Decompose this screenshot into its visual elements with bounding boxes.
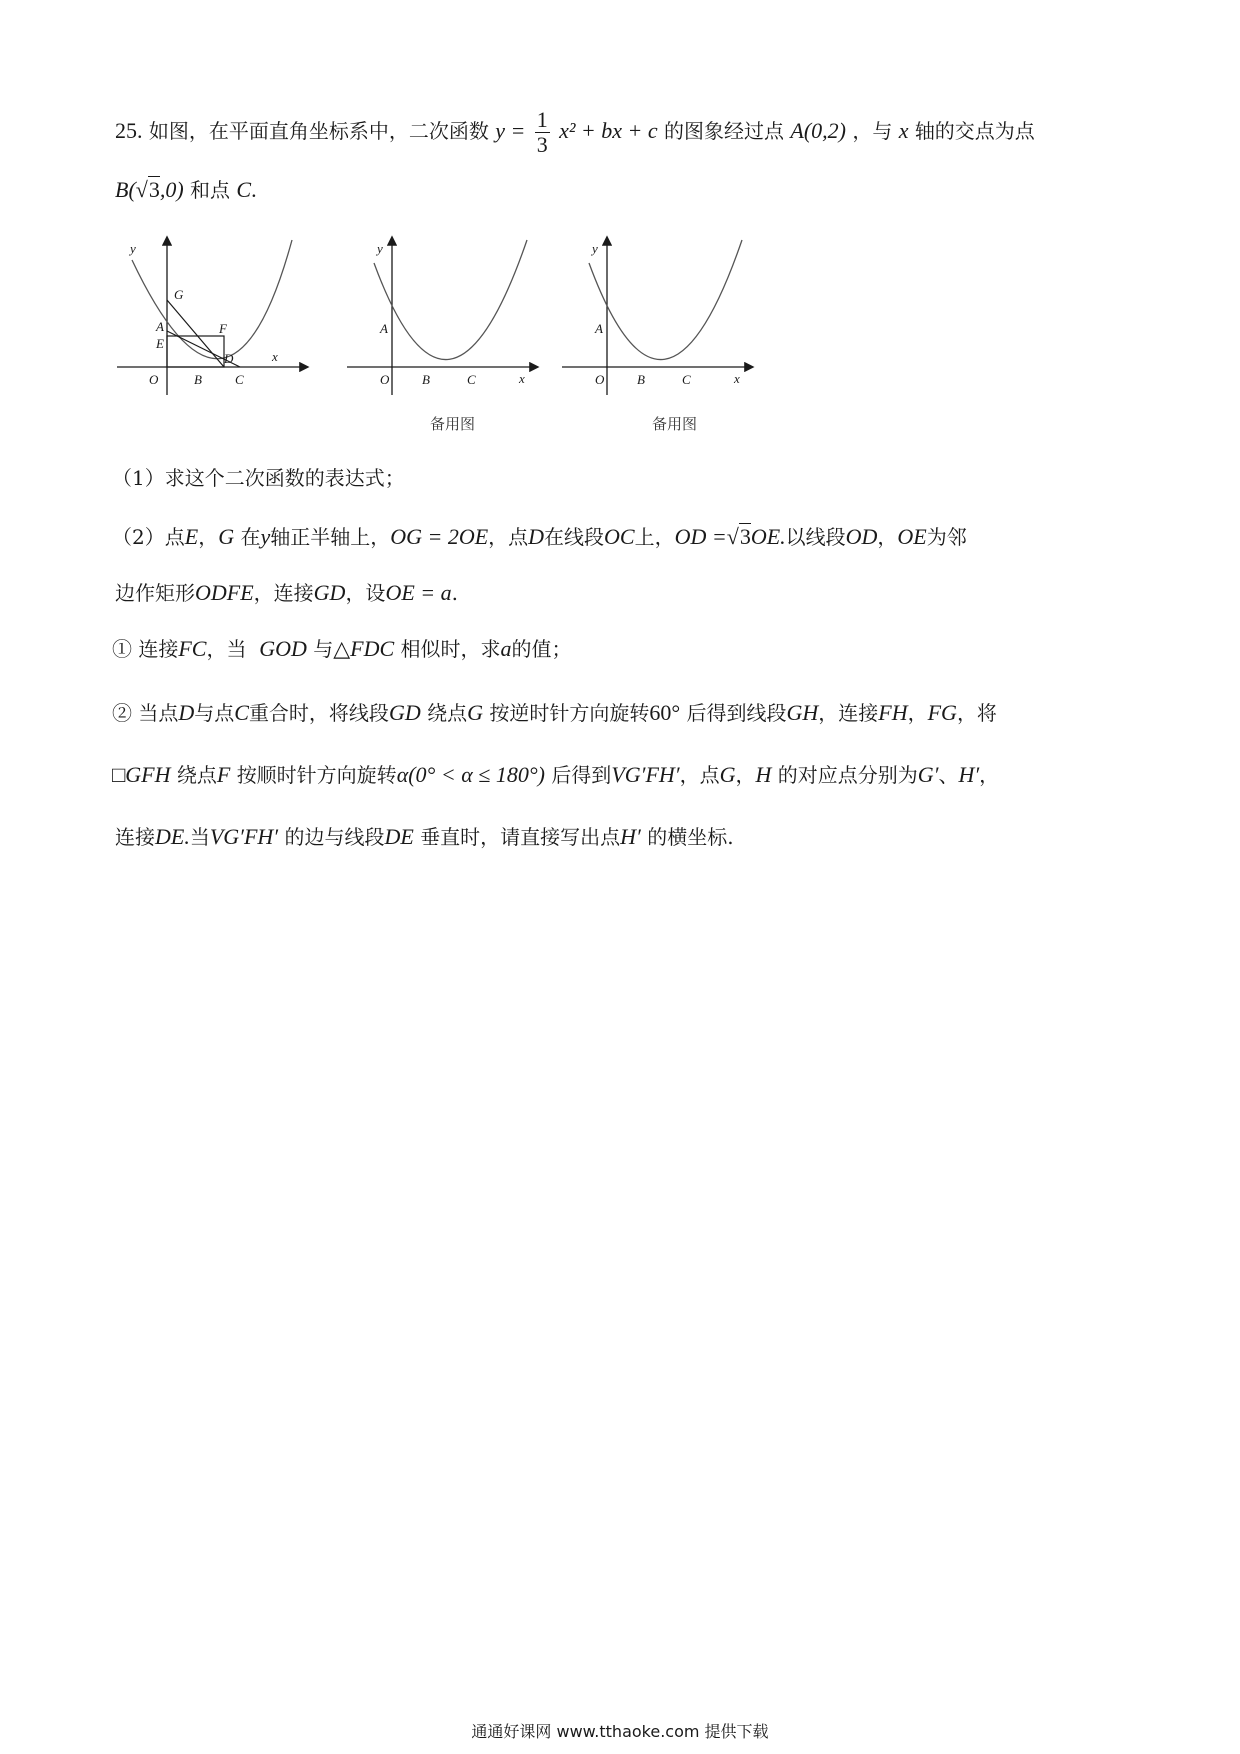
label-y: y (377, 241, 383, 256)
math: C (234, 700, 249, 725)
fraction (535, 108, 550, 157)
math: OE (897, 524, 927, 549)
text: （2）点 (112, 525, 185, 549)
math: DE (384, 824, 414, 849)
math: FG (927, 700, 957, 725)
text: ， (907, 701, 928, 725)
label-y: y (592, 241, 598, 256)
parabola (589, 240, 742, 360)
label-x: x (272, 349, 278, 364)
text: ，与 (852, 119, 893, 144)
math: H (755, 762, 772, 787)
question-2-line-2 (115, 580, 458, 606)
math: D (528, 524, 545, 549)
math: OC (604, 524, 635, 549)
text: 与点 (194, 701, 235, 725)
text: 的对应点分别为 (777, 763, 918, 787)
label-C: C (235, 372, 244, 387)
math: OD (845, 524, 878, 549)
text: 垂直时，请直接写出点 (420, 825, 621, 849)
fraction-numerator: 1 (536, 107, 548, 132)
label-O: O (595, 372, 605, 387)
text: 的值； (511, 637, 572, 661)
text: ，连接 (253, 581, 314, 605)
label-G: G (174, 287, 184, 302)
label-x: x (734, 371, 740, 386)
caption-spare-2: 备用图 (652, 415, 698, 433)
text: 为邻 (926, 525, 967, 549)
sqrt-radicand: 3 (148, 177, 160, 202)
label-A: A (595, 321, 603, 336)
fraction-denominator: 3 (536, 132, 548, 158)
math: ODFE (195, 580, 254, 605)
text: 轴的交点为点 (914, 119, 1035, 144)
math: OE = a (385, 580, 452, 605)
text: 后得到线段 (686, 701, 787, 725)
text: ，设 (345, 581, 386, 605)
question-2-part-2-line-3 (115, 824, 734, 850)
math: GD (388, 700, 421, 725)
math: α(0° < α ≤ 180°) (396, 762, 545, 787)
label-A: A (380, 321, 388, 336)
text: 按顺时针方向旋转 (236, 763, 397, 787)
math: y (260, 524, 271, 549)
math: H′ (620, 824, 641, 849)
label-B: B (194, 372, 202, 387)
label-x: x (519, 371, 525, 386)
math: VG′FH′ (611, 762, 680, 787)
main-figure (117, 238, 307, 395)
question-2-part-2-line-1 (112, 700, 997, 726)
text: ， (979, 763, 1000, 787)
math: B( (115, 177, 136, 202)
text: ， (198, 525, 219, 549)
math: G (719, 762, 736, 787)
text: 在 (240, 525, 261, 549)
text: ，连接 (818, 701, 879, 725)
text: ，将 (956, 701, 997, 725)
problem-line-2: B(√3,0) 和点 C. (115, 177, 257, 202)
text: ，点 (679, 763, 720, 787)
math: C (236, 177, 252, 202)
text: . (251, 177, 257, 202)
question-1: （1）求这个二次函数的表达式； (112, 466, 405, 490)
math: a (500, 636, 512, 661)
math: VG′FH′ (209, 824, 279, 849)
question-2-part-2-line-2 (112, 762, 999, 788)
label-O: O (149, 372, 159, 387)
parabola (374, 240, 527, 360)
math: GH (786, 700, 819, 725)
math: FH (878, 700, 908, 725)
math: H′ (958, 762, 980, 787)
text: 后得到 (551, 763, 612, 787)
sqrt-radicand: 3 (739, 524, 751, 549)
text: 绕点 (176, 763, 217, 787)
text: 当 (189, 825, 210, 849)
label-E: E (156, 336, 164, 351)
text: 与 (313, 637, 334, 661)
text: 如图，在平面直角坐标系中，二次函数 (148, 119, 489, 144)
label-D: D (224, 351, 234, 366)
text: 以线段 (785, 525, 846, 549)
caption-spare-1: 备用图 (430, 415, 476, 433)
spare-figure-1 (347, 238, 537, 395)
text: ， (735, 763, 756, 787)
text: 的横坐标. (647, 825, 734, 849)
math: 60° (649, 700, 681, 725)
text: 边作矩形 (115, 581, 195, 605)
text: ② 当点 (112, 701, 179, 725)
text: 连接 (115, 825, 155, 849)
math: x (898, 118, 909, 144)
math: E (184, 524, 199, 549)
math: ,0) (159, 177, 184, 202)
text: 重合时，将线段 (248, 701, 389, 725)
math: FC (178, 636, 207, 661)
text: . (451, 581, 458, 605)
text: ， (877, 525, 898, 549)
label-O: O (380, 372, 390, 387)
math: x² + bx + c (559, 118, 658, 144)
math: △FDC (333, 636, 395, 661)
text: 上， (634, 525, 675, 549)
math: OD = (674, 524, 727, 549)
spare-figure-2 (562, 238, 752, 395)
math: GD (313, 580, 346, 605)
math: GOD (259, 636, 307, 661)
label-C: C (682, 372, 691, 387)
label-F: F (219, 321, 227, 336)
question-2-part-1 (112, 636, 572, 662)
text: ，当 (206, 637, 247, 661)
text: ，点 (488, 525, 529, 549)
label-C: C (467, 372, 476, 387)
math: A(0,2) (790, 118, 846, 144)
math: □GFH (112, 762, 171, 787)
math: OG = 2OE (390, 524, 489, 549)
text: 的图象经过点 (664, 119, 785, 144)
text: 按逆时针方向旋转 (489, 701, 650, 725)
math: G (218, 524, 235, 549)
text: 、 (938, 763, 959, 787)
page-footer: 通通好课网 www.tthaoke.com 提供下载 (471, 1722, 769, 1741)
text: 的边与线段 (284, 825, 385, 849)
label-B: B (637, 372, 645, 387)
math: D (178, 700, 195, 725)
text: ① 连接 (112, 637, 179, 661)
math: y = (495, 118, 526, 144)
label-B: B (422, 372, 430, 387)
figures-svg (112, 235, 792, 395)
math: G (467, 700, 483, 725)
text: 在线段 (544, 525, 605, 549)
label-A: A (156, 319, 164, 334)
text: 绕点 (427, 701, 468, 725)
math: OE. (750, 524, 786, 549)
math: DE. (155, 824, 190, 849)
problem-line-1 (115, 108, 1035, 157)
text: 相似时，求 (400, 637, 501, 661)
problem-number: 25. (115, 118, 143, 144)
math: F (216, 762, 231, 787)
question-2-line-1: （2）点E，G 在y轴正半轴上，OG = 2OE，点D在线段OC上，OD =√3OE.以线段OD，OE为邻 (112, 524, 967, 549)
math: G′ (917, 762, 939, 787)
text: 和点 (190, 178, 231, 202)
label-y: y (130, 241, 136, 256)
text: 轴正半轴上， (270, 525, 391, 549)
